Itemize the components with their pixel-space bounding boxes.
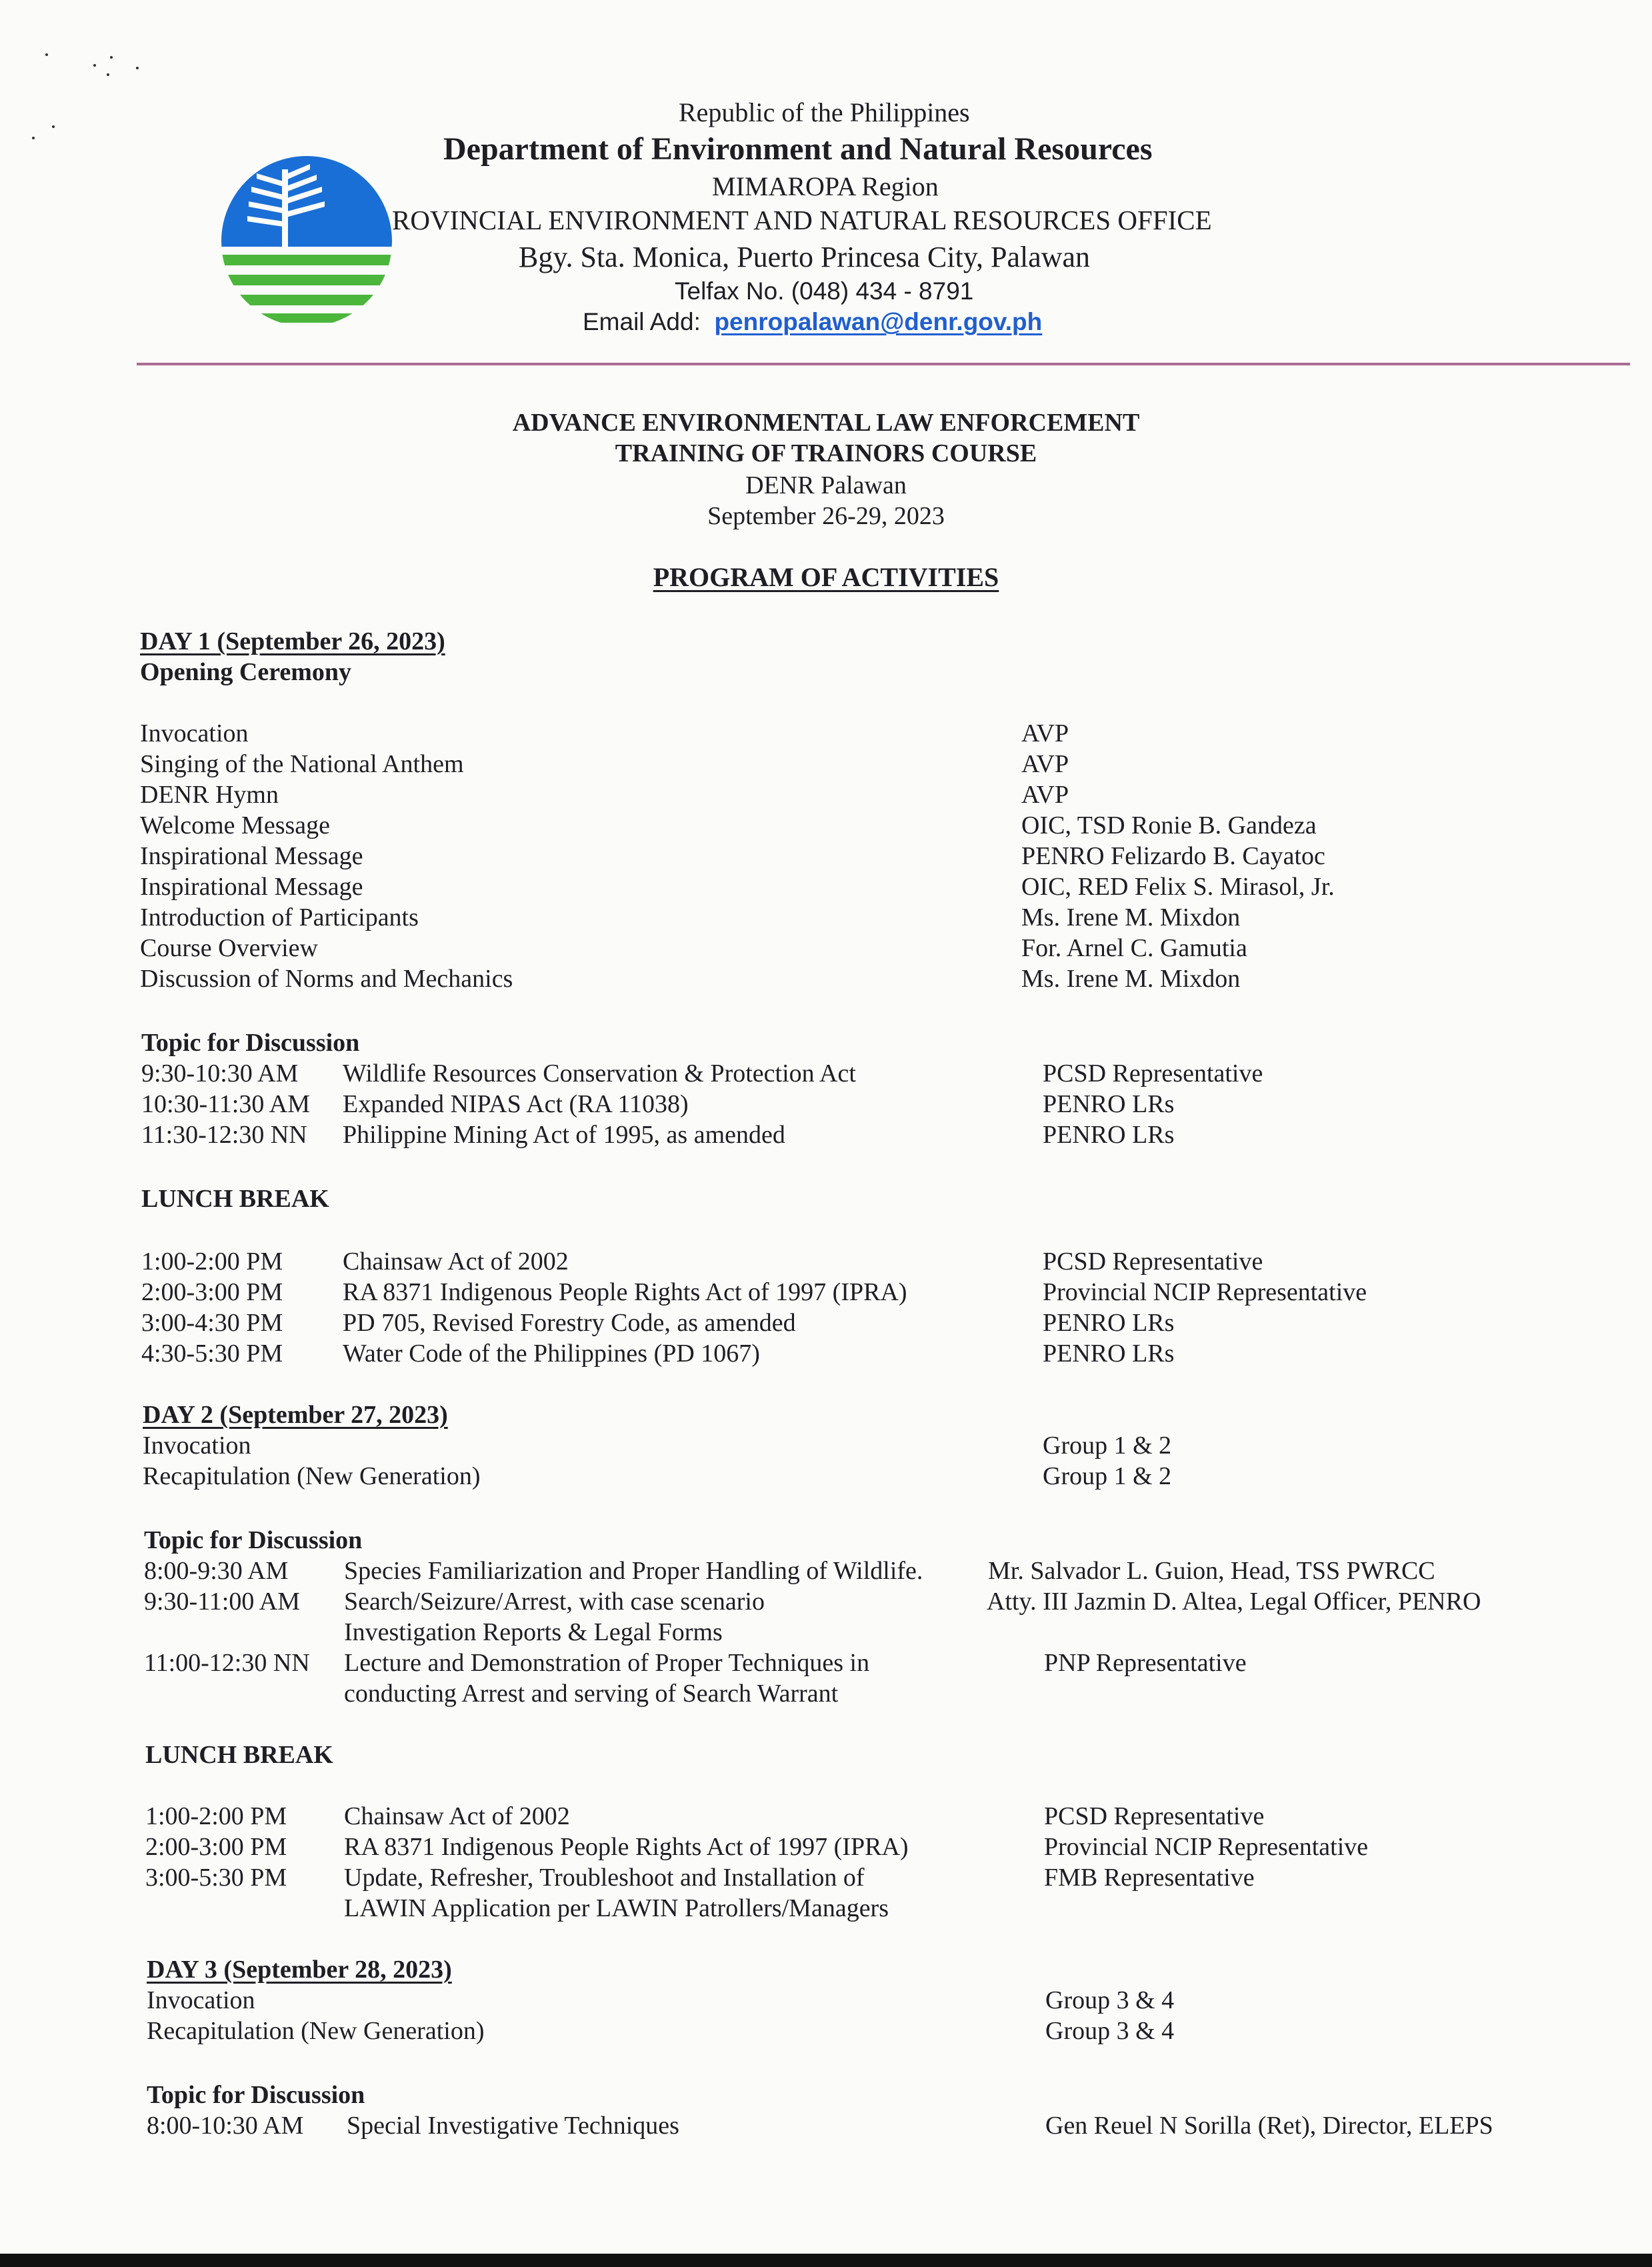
schedule-topic: PD 705, Revised Forestry Code, as amended: [343, 1309, 796, 1337]
schedule-topic: Philippine Mining Act of 1995, as amended: [343, 1121, 785, 1149]
scan-bottom-edge: [0, 2254, 1652, 2267]
schedule-speaker: Gen Reuel N Sorilla (Ret), Director, ELEPS: [1045, 2112, 1493, 2140]
schedule-time: 2:00-3:00 PM: [141, 1278, 283, 1306]
list-item-by: Ms. Irene M. Mixdon: [1021, 965, 1241, 993]
day1-subheading: Opening Ceremony: [140, 658, 352, 686]
letterhead-email: [583, 308, 1042, 336]
list-item-by: PENRO Felizardo B. Cayatoc: [1021, 842, 1325, 870]
schedule-speaker: PCSD Representative: [1043, 1248, 1263, 1276]
scan-speck: [52, 125, 55, 128]
schedule-speaker: PENRO LRs: [1043, 1090, 1175, 1118]
letterhead-department: Department of Environment and Natural Resources: [443, 131, 1153, 167]
day3-topic-heading: Topic for Discussion: [147, 2081, 365, 2109]
letterhead-telfax: Telfax No. (048) 434 - 8791: [675, 277, 974, 305]
schedule-topic: Species Familiarization and Proper Handling of Wildlife.: [344, 1557, 923, 1585]
list-item: Discussion of Norms and Mechanics: [140, 965, 513, 993]
header-divider: [137, 363, 1630, 365]
day2-topic-heading: Topic for Discussion: [144, 1526, 363, 1554]
schedule-time: 8:00-10:30 AM: [147, 2112, 304, 2140]
list-item-by: OIC, TSD Ronie B. Gandeza: [1021, 811, 1317, 839]
list-item: Inspirational Message: [140, 842, 363, 870]
schedule-topic: Update, Refresher, Troubleshoot and Installation of: [344, 1864, 865, 1892]
day1-heading: DAY 1 (September 26, 2023): [140, 627, 445, 655]
list-item-by: Group 3 & 4: [1045, 1986, 1175, 2014]
schedule-time: 11:30-12:30 NN: [141, 1121, 307, 1149]
schedule-topic: Search/Seizure/Arrest, with case scenario: [344, 1588, 765, 1616]
schedule-speaker: PCSD Representative: [1044, 1802, 1265, 1830]
schedule-speaker: Atty. III Jazmin D. Altea, Legal Officer, PENRO: [987, 1588, 1481, 1616]
scan-speck: [32, 137, 35, 139]
schedule-speaker: PNP Representative: [1044, 1649, 1247, 1677]
day2-heading: DAY 2 (September 27, 2023): [143, 1401, 448, 1429]
schedule-speaker: Provincial NCIP Representative: [1044, 1833, 1369, 1861]
list-item: DENR Hymn: [140, 781, 279, 809]
scan-speck: [93, 64, 96, 67]
list-item: Introduction of Participants: [140, 903, 419, 931]
scan-speck: [136, 67, 139, 69]
schedule-topic: Expanded NIPAS Act (RA 11038): [343, 1090, 689, 1118]
day1-lunch-break: LUNCH BREAK: [141, 1185, 329, 1213]
schedule-topic: Wildlife Resources Conservation & Protection Act: [343, 1059, 856, 1087]
schedule-time: 11:00-12:30 NN: [144, 1649, 310, 1677]
schedule-speaker: Provincial NCIP Representative: [1043, 1278, 1367, 1306]
schedule-speaker: PCSD Representative: [1043, 1059, 1263, 1087]
list-item: Recapitulation (New Generation): [143, 1462, 481, 1490]
day3-heading: DAY 3 (September 28, 2023): [147, 1956, 452, 1984]
list-item-by: Group 1 & 2: [1043, 1432, 1172, 1460]
list-item-by: AVP: [1021, 750, 1069, 778]
schedule-time: 3:00-4:30 PM: [141, 1309, 283, 1337]
schedule-topic: Water Code of the Philippines (PD 1067): [343, 1340, 760, 1368]
schedule-speaker: Mr. Salvador L. Guion, Head, TSS PWRCC: [988, 1557, 1435, 1585]
letterhead-office: ROVINCIAL ENVIRONMENT AND NATURAL RESOURCES OFFICE: [392, 205, 1212, 235]
list-item: Invocation: [140, 719, 249, 747]
letterhead-region: MIMAROPA Region: [712, 171, 939, 201]
schedule-time: 3:00-5:30 PM: [145, 1864, 287, 1892]
email-label: Email Add:: [583, 308, 701, 335]
email-link[interactable]: penropalawan@denr.gov.ph: [714, 308, 1043, 335]
list-item: Inspirational Message: [140, 873, 363, 901]
schedule-time: 10:30-11:30 AM: [141, 1090, 310, 1118]
scan-speck: [45, 53, 48, 56]
schedule-topic: Lecture and Demonstration of Proper Techniques in: [344, 1649, 870, 1677]
schedule-topic-cont: Investigation Reports & Legal Forms: [344, 1618, 723, 1646]
list-item-by: OIC, RED Felix S. Mirasol, Jr.: [1021, 873, 1335, 901]
list-item: Singing of the National Anthem: [140, 750, 464, 778]
scan-speck: [107, 73, 109, 76]
course-title: ADVANCE ENVIRONMENTAL LAW ENFORCEMENT: [512, 409, 1140, 437]
day1-topic-heading: Topic for Discussion: [141, 1029, 360, 1057]
list-item-by: For. Arnel C. Gamutia: [1021, 934, 1247, 962]
schedule-time: 8:00-9:30 AM: [144, 1557, 289, 1585]
scan-speck: [110, 56, 113, 59]
schedule-topic: RA 8371 Indigenous People Rights Act of 1997 (IPRA): [344, 1833, 909, 1861]
schedule-topic: RA 8371 Indigenous People Rights Act of 1997 (IPRA): [343, 1278, 907, 1306]
list-item-by: AVP: [1021, 781, 1069, 809]
schedule-time: 1:00-2:00 PM: [141, 1248, 283, 1276]
letterhead-republic: Republic of the Philippines: [679, 97, 970, 127]
schedule-topic: Special Investigative Techniques: [347, 2112, 679, 2140]
schedule-time: 1:00-2:00 PM: [145, 1802, 287, 1830]
list-item: Recapitulation (New Generation): [147, 2017, 485, 2045]
schedule-time: 9:30-10:30 AM: [141, 1059, 299, 1087]
schedule-time: 9:30-11:00 AM: [144, 1588, 300, 1616]
letterhead-address: Bgy. Sta. Monica, Puerto Princesa City, Palawan: [519, 241, 1091, 273]
course-subtitle: TRAINING OF TRAINORS COURSE: [615, 439, 1037, 467]
list-item-by: Group 3 & 4: [1045, 2017, 1175, 2045]
list-item: Invocation: [143, 1432, 251, 1460]
course-dates: September 26-29, 2023: [707, 502, 945, 530]
schedule-topic-cont: conducting Arrest and serving of Search Warrant: [344, 1680, 839, 1708]
day2-lunch-break: LUNCH BREAK: [145, 1741, 333, 1769]
list-item: Course Overview: [140, 934, 318, 962]
list-item: Invocation: [147, 1986, 255, 2014]
list-item-by: AVP: [1021, 719, 1069, 747]
list-item: Welcome Message: [140, 811, 330, 839]
program-heading: PROGRAM OF ACTIVITIES: [653, 562, 999, 592]
schedule-topic: Chainsaw Act of 2002: [344, 1802, 570, 1830]
denr-logo: [217, 155, 397, 328]
course-venue: DENR Palawan: [745, 471, 907, 499]
schedule-speaker: PENRO LRs: [1043, 1309, 1175, 1337]
list-item-by: Ms. Irene M. Mixdon: [1021, 903, 1241, 931]
schedule-topic-cont: LAWIN Application per LAWIN Patrollers/Managers: [344, 1894, 889, 1922]
schedule-speaker: FMB Representative: [1044, 1864, 1255, 1892]
schedule-speaker: PENRO LRs: [1043, 1121, 1175, 1149]
schedule-time: 2:00-3:00 PM: [145, 1833, 287, 1861]
schedule-speaker: PENRO LRs: [1043, 1340, 1175, 1368]
schedule-time: 4:30-5:30 PM: [141, 1340, 283, 1368]
list-item-by: Group 1 & 2: [1043, 1462, 1172, 1490]
schedule-topic: Chainsaw Act of 2002: [343, 1248, 569, 1276]
